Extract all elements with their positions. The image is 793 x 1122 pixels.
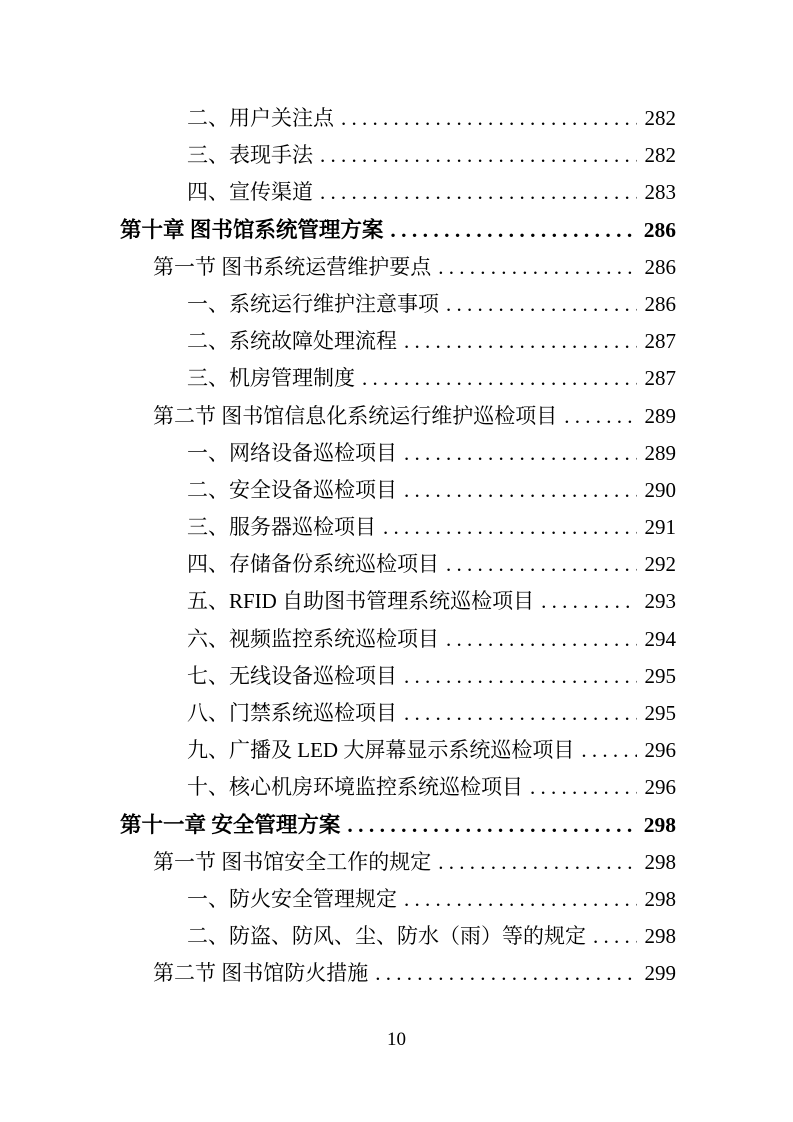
dot-leader bbox=[341, 100, 637, 137]
dot-leader bbox=[404, 881, 637, 918]
dot-leader bbox=[541, 583, 637, 620]
toc-entry-page: 289 bbox=[644, 403, 676, 428]
toc-entry[interactable] bbox=[120, 509, 676, 546]
dot-leader bbox=[438, 249, 637, 286]
toc-entry-page: 286 bbox=[644, 291, 676, 316]
toc-entry[interactable] bbox=[120, 174, 676, 211]
toc-entry-text: 三、机房管理制度 bbox=[187, 366, 355, 391]
toc-entry-page: 289 bbox=[644, 440, 676, 465]
toc-entry-page: 287 bbox=[644, 329, 676, 354]
toc-entry[interactable] bbox=[120, 695, 676, 732]
dot-leader bbox=[347, 807, 637, 844]
toc-entry-text: 八、门禁系统巡检项目 bbox=[187, 701, 397, 725]
toc-entry-page: 287 bbox=[644, 366, 676, 391]
toc-entry[interactable] bbox=[120, 249, 676, 286]
toc-entry-page: 282 bbox=[644, 106, 676, 130]
toc-entry-page: 298 bbox=[643, 812, 676, 837]
toc-entry-text: 六、视频监控系统巡检项目 bbox=[187, 626, 439, 651]
toc-entry-text: 三、表现手法 bbox=[187, 143, 313, 168]
toc-entry-page: 299 bbox=[644, 961, 676, 986]
dot-leader bbox=[383, 509, 637, 546]
toc-entry-page: 296 bbox=[644, 775, 676, 800]
toc-entry-text: 一、防火安全管理规定 bbox=[187, 886, 397, 911]
dot-leader bbox=[593, 918, 637, 955]
toc-entry-page: 286 bbox=[644, 254, 676, 279]
dot-leader bbox=[390, 212, 637, 249]
toc-entry-text: 第一节 图书系统运营维护要点 bbox=[153, 254, 432, 279]
toc-entry-page: 292 bbox=[644, 552, 676, 577]
dot-leader bbox=[438, 844, 637, 881]
toc-entry[interactable] bbox=[120, 621, 676, 658]
toc-entry[interactable] bbox=[120, 918, 676, 955]
dot-leader bbox=[446, 286, 637, 323]
toc-entry-page: 293 bbox=[644, 589, 676, 614]
toc-entry-text: 四、宣传渠道 bbox=[187, 180, 313, 205]
dot-leader bbox=[404, 658, 637, 695]
toc-entry-page: 295 bbox=[644, 701, 676, 725]
toc-entry-page: 290 bbox=[644, 477, 676, 502]
toc-entry-text: 第十章 图书馆系统管理方案 bbox=[120, 217, 384, 242]
dot-leader bbox=[530, 769, 637, 806]
table-of-contents bbox=[120, 100, 676, 993]
dot-leader bbox=[320, 137, 637, 174]
toc-entry[interactable] bbox=[120, 732, 676, 769]
toc-entry-text: 第一节 图书馆安全工作的规定 bbox=[153, 849, 432, 874]
dot-leader bbox=[362, 360, 637, 397]
toc-entry[interactable] bbox=[120, 881, 676, 918]
toc-entry-page: 291 bbox=[644, 515, 676, 540]
toc-entry[interactable] bbox=[120, 472, 676, 509]
toc-entry-page: 298 bbox=[644, 924, 676, 949]
toc-entry-page: 298 bbox=[644, 849, 676, 874]
toc-entry-text: 四、存储备份系统巡检项目 bbox=[187, 552, 439, 577]
toc-entry-text: 第二节 图书馆防火措施 bbox=[153, 961, 369, 986]
dot-leader bbox=[404, 435, 637, 472]
toc-entry-text: 九、广播及 LED 大屏幕显示系统巡检项目 bbox=[187, 738, 575, 763]
toc-entry[interactable] bbox=[120, 583, 676, 620]
toc-entry[interactable] bbox=[120, 435, 676, 472]
toc-entry[interactable] bbox=[120, 546, 676, 583]
toc-entry-text: 二、用户关注点 bbox=[187, 106, 334, 130]
toc-entry-text: 二、安全设备巡检项目 bbox=[187, 477, 397, 502]
toc-entry[interactable] bbox=[120, 398, 676, 435]
toc-entry-text: 五、RFID 自助图书管理系统巡检项目 bbox=[187, 589, 535, 614]
toc-entry[interactable] bbox=[120, 286, 676, 323]
toc-entry-page: 295 bbox=[644, 663, 676, 688]
toc-entry[interactable] bbox=[120, 658, 676, 695]
dot-leader bbox=[581, 732, 637, 769]
toc-entry[interactable] bbox=[120, 323, 676, 360]
toc-entry-page: 283 bbox=[644, 180, 676, 205]
toc-entry-text: 七、无线设备巡检项目 bbox=[187, 663, 397, 688]
dot-leader bbox=[446, 546, 637, 583]
dot-leader bbox=[375, 955, 637, 992]
toc-entry[interactable] bbox=[120, 137, 676, 174]
dot-leader bbox=[564, 398, 637, 435]
page-footer bbox=[0, 1028, 793, 1052]
toc-entry-text: 二、防盗、防风、尘、防水（雨）等的规定 bbox=[187, 924, 586, 949]
toc-entry-page: 282 bbox=[644, 143, 676, 168]
toc-entry[interactable] bbox=[120, 955, 676, 992]
page-number: 10 bbox=[387, 1029, 406, 1050]
toc-entry-text: 一、网络设备巡检项目 bbox=[187, 440, 397, 465]
toc-entry-page: 298 bbox=[644, 886, 676, 911]
toc-entry[interactable] bbox=[120, 212, 676, 249]
toc-entry-text: 第二节 图书馆信息化系统运行维护巡检项目 bbox=[153, 403, 558, 428]
toc-entry[interactable] bbox=[120, 844, 676, 881]
toc-entry-text: 一、系统运行维护注意事项 bbox=[187, 291, 439, 316]
toc-entry-page: 286 bbox=[643, 217, 676, 242]
toc-entry-page: 294 bbox=[644, 626, 676, 651]
dot-leader bbox=[320, 174, 637, 211]
toc-entry[interactable] bbox=[120, 360, 676, 397]
dot-leader bbox=[446, 621, 637, 658]
toc-entry-text: 三、服务器巡检项目 bbox=[187, 515, 376, 540]
dot-leader bbox=[404, 323, 637, 360]
toc-entry-page: 296 bbox=[644, 738, 676, 763]
dot-leader bbox=[404, 472, 637, 509]
toc-entry-text: 第十一章 安全管理方案 bbox=[120, 812, 341, 837]
toc-entry[interactable] bbox=[120, 100, 676, 137]
dot-leader bbox=[404, 695, 637, 732]
toc-entry-text: 十、核心机房环境监控系统巡检项目 bbox=[187, 775, 523, 800]
toc-entry[interactable] bbox=[120, 807, 676, 844]
toc-entry-text: 二、系统故障处理流程 bbox=[187, 329, 397, 354]
toc-entry[interactable] bbox=[120, 769, 676, 806]
